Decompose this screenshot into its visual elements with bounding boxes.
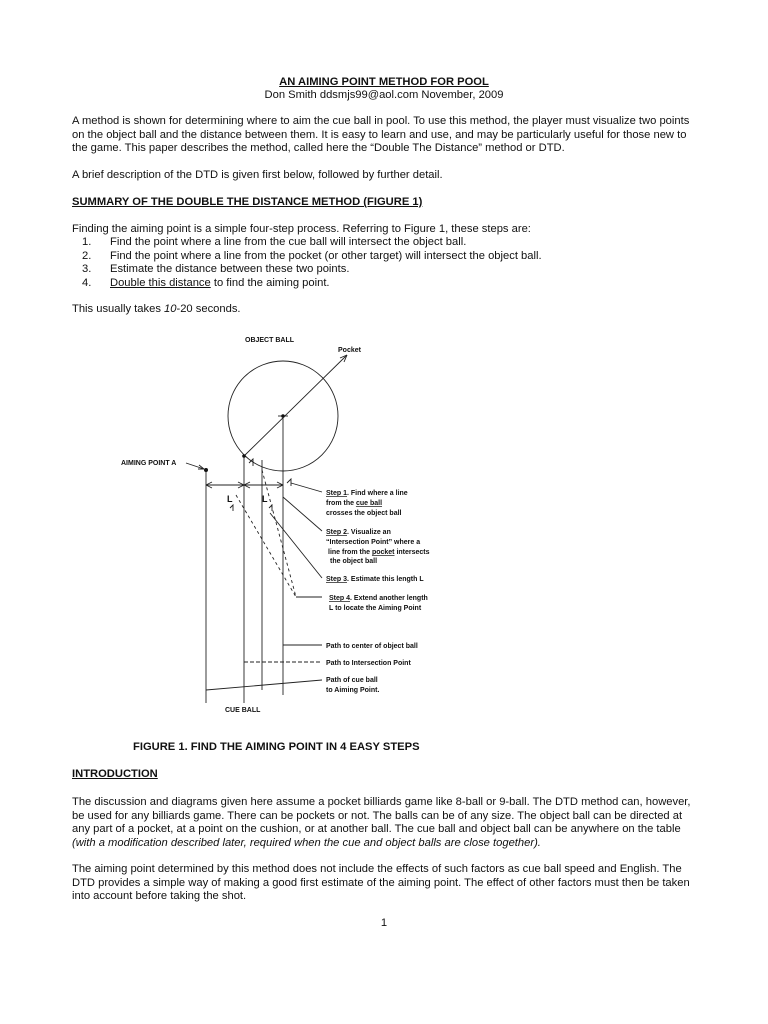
time-note-italic: 10 — [164, 303, 177, 315]
step-text: Find the point where a line from the cue ball will intersect the object ball. — [110, 236, 467, 248]
introduction-italic-line: (with a modification described later, required when the cue and object balls are close together). — [72, 836, 541, 849]
step4-label-line2: L to locate the Aiming Point — [329, 605, 422, 612]
introduction-heading: INTRODUCTION — [72, 768, 158, 780]
abstract-line: on the object ball and the distance between them. It is easy to learn and use, and may be particularly useful for those new to — [72, 128, 687, 141]
introduction-line: The discussion and diagrams given here assume a pocket billiards game like 8-ball or 9-ball. The DTD method can, however, — [72, 796, 691, 808]
step-item — [72, 250, 542, 264]
steps-intro: Finding the aiming point is a simple four-step process. Referring to Figure 1, these steps are: — [72, 223, 531, 235]
step-text: Estimate the distance between these two points. — [110, 263, 350, 275]
pocket-label: Pocket — [338, 347, 361, 354]
author-byline: Don Smith ddsmjs99@aol.com November, 2009 — [264, 89, 504, 101]
step-item — [72, 236, 542, 250]
path-cue-label-line1: Path of cue ball — [326, 677, 378, 684]
step-number: 2. — [82, 249, 92, 262]
brief-description: A brief description of the DTD is given first below, followed by further detail. — [72, 169, 443, 181]
step-underlined-text: Double this distance — [110, 276, 211, 289]
path-center-label: Path to center of object ball — [326, 643, 418, 650]
step-number: 1. — [82, 236, 92, 248]
figure-1-diagram — [0, 325, 768, 725]
paper-title: AN AIMING POINT METHOD FOR POOL — [279, 76, 489, 88]
length-label-2: L — [262, 494, 268, 504]
step2-label-line2: “Intersection Point” where a — [326, 539, 421, 546]
step2-label: Step 2. Visualize an — [326, 529, 391, 536]
abstract-line: A method is shown for determining where to aim the cue ball in pool. To use this method, the player must visualize two points — [72, 115, 690, 127]
time-note-suffix: -20 seconds. — [176, 303, 241, 315]
step1-label: Step 1. Find where a line — [326, 490, 408, 497]
step-number: 4. — [82, 276, 92, 289]
aiming-line: The aiming point determined by this method does not include the effects of such factors as cue ball speed and English. The — [72, 863, 682, 875]
time-note — [72, 303, 712, 317]
path-intersection-label: Path to Intersection Point — [326, 660, 411, 667]
introduction-line: be used for any billiards game. There can be pockets or not. The balls can be of any size. The object ball can be directed at — [72, 809, 683, 822]
steps-list — [72, 236, 542, 290]
object-ball-label: OBJECT BALL — [245, 337, 294, 344]
introduction-line: any part of a pocket, at a point on the cushion, or at another ball. The cue ball and object ball can be anywhere on the table — [72, 823, 681, 835]
step-item — [72, 263, 542, 277]
path-cue-label-line2: to Aiming Point. — [326, 687, 380, 694]
step3-label: Step 3. Estimate this length L — [326, 576, 424, 583]
figure-caption: FIGURE 1. FIND THE AIMING POINT IN 4 EASY STEPS — [133, 741, 420, 753]
step-number: 3. — [82, 263, 92, 275]
step-text: Find the point where a line from the pocket (or other target) will intersect the object ball. — [110, 249, 542, 262]
pocket-line — [244, 355, 347, 456]
step2-label-line3: line from the pocket intersects — [328, 549, 430, 556]
abstract-line: the game. This paper describes the method, called here the “Double The Distance” method or DTD. — [72, 142, 565, 154]
page-number: 1 — [380, 917, 388, 929]
summary-heading: SUMMARY OF THE DOUBLE THE DISTANCE METHOD (FIGURE 1) — [72, 196, 423, 208]
length-label-1: L — [227, 494, 233, 504]
step-text: to find the aiming point. — [210, 276, 330, 289]
step-item — [72, 277, 542, 291]
aiming-paragraph — [72, 863, 712, 904]
step1-label-line3: crosses the object ball — [326, 510, 402, 517]
introduction-paragraph — [72, 796, 712, 850]
aiming-point-label: AIMING POINT A — [121, 460, 177, 467]
step4-label: Step 4. Extend another length — [329, 595, 428, 602]
aiming-line: into account before taking the shot. — [72, 890, 247, 902]
aiming-line: DTD provides a simple way of making a good first estimate of the aiming point. The effect of other factors must then be taken — [72, 876, 690, 889]
step2-label-line4: the object ball — [330, 558, 378, 565]
time-note-prefix: This usually takes — [72, 303, 165, 315]
cue-ball-label: CUE BALL — [225, 707, 261, 714]
step1-label-line2: from the cue ball — [326, 500, 383, 507]
abstract-paragraph — [72, 115, 712, 156]
